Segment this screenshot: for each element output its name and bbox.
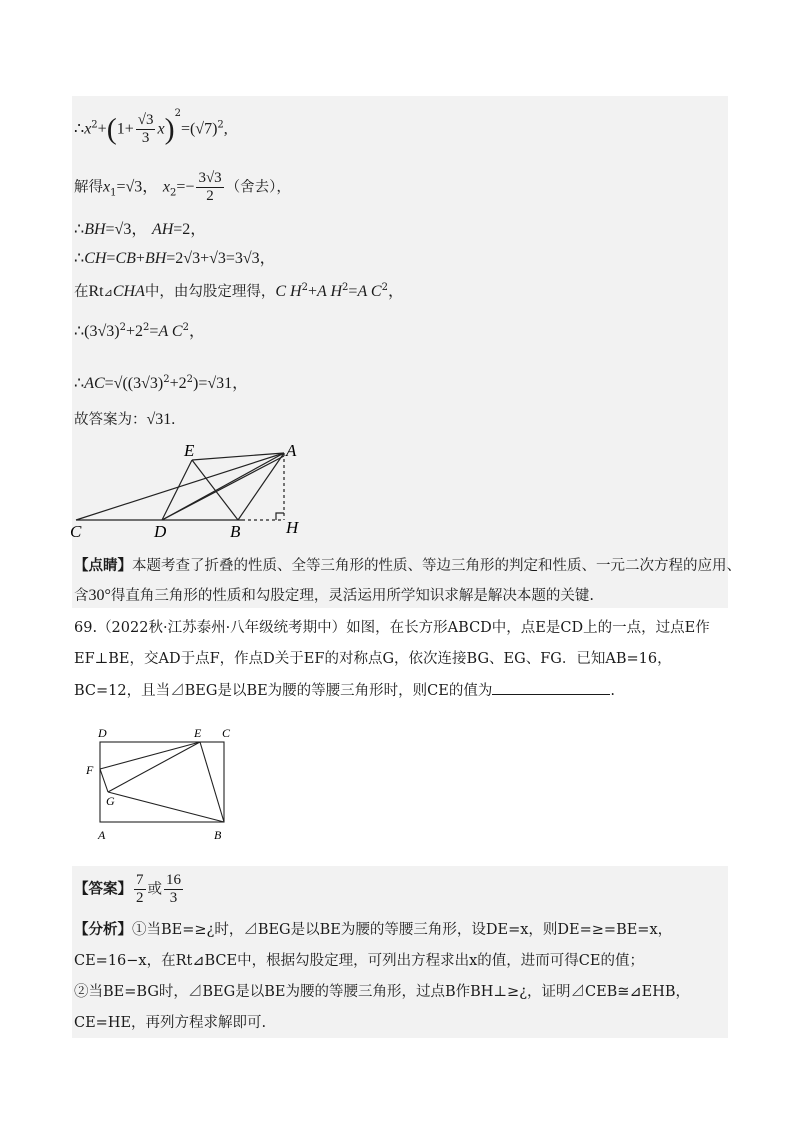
- label-A: A: [286, 441, 297, 460]
- solution-line-6: $\therefore(3√3)^2+2^2=A$ $C^2$，: [74, 322, 205, 340]
- label-H: H: [286, 518, 299, 537]
- answer-blank: [492, 680, 610, 695]
- label-E2: E: [194, 726, 202, 740]
- solution-line-1: $\therefore x^2+(1+$ $\frac{√3}{3}$ $x)^2=(√7)^2$,: [74, 107, 228, 146]
- solution-line-4: ∴CH=CB+BH=2√3+√3=3√3，: [74, 250, 276, 267]
- label-D: D: [154, 522, 167, 540]
- label-D2: D: [98, 726, 107, 740]
- label-C2: C: [222, 726, 231, 740]
- figure-rectangle: [86, 722, 246, 846]
- label-A2: A: [98, 828, 106, 842]
- analysis-line-3: ②当BE=BG时，⊿BEG是以BE为腰的等腰三角形，过点B作BH⊥≥¿，证明⊿CEB≅⊿EHB，: [74, 984, 690, 1000]
- label-B: B: [230, 522, 241, 540]
- dianjing-line-1: 【点睛】本题考查了折叠的性质、全等三角形的性质、等边三角形的判定和性质、一元二次方程的应用、: [74, 557, 741, 574]
- problem-line-3: BC=12，且当⊿BEG是以BE为腰的等腰三角形时，则CE的值为 .: [74, 680, 615, 701]
- analysis-line-1: 【分析】①当BE=≥¿时，⊿BEG是以BE为腰的等腰三角形，设DE=x，则DE=≥=BE=x，: [74, 921, 673, 938]
- answer-line: 【答案】 $\frac{7}{2}$ 或 $\frac{16}{3}$: [74, 872, 181, 906]
- label-B2: B: [214, 828, 222, 842]
- label-C: C: [70, 522, 82, 540]
- figure-triangle-fold: [66, 440, 306, 540]
- dianjing-line-2: 含30°得直角三角形的性质和勾股定理，灵活运用所学知识求解是解决本题的关键.: [74, 587, 595, 604]
- solution-line-3: ∴BH=√3， AH=2，: [74, 221, 207, 238]
- solution-line-7: $\therefore AC=√((3√3)^2+2^2)=√31$，: [74, 374, 249, 392]
- problem-line-1: 69.（2022秋·江苏泰州·八年级统考期中）如图，在长方形ABCD中，点E是CD上的一点，过点E作: [74, 620, 710, 636]
- analysis-line-4: CE=HE，再列方程求解即可.: [74, 1015, 267, 1031]
- problem-line-2: EF⊥BE，交AD于点F，作点D关于EF的对称点G，依次连接BG、EG、FG．已知AB=16，: [74, 651, 672, 667]
- label-G2: G: [106, 794, 115, 808]
- label-F2: F: [86, 763, 94, 777]
- label-E: E: [184, 441, 195, 460]
- solution-line-5: 在Rt⊿CHA中，由勾股定理得，C $H^2+A$ $H^2=A$ $C^2$，: [74, 282, 404, 300]
- solution-line-2: 解得$x_1=√3$， $x_2=-$ $\frac{3√3}{2}$ （舍去），: [74, 170, 291, 204]
- solution-line-8: 故答案为：√31.: [74, 411, 176, 428]
- analysis-line-2: CE=16−x，在Rt⊿BCE中，根据勾股定理，可列出方程求出x的值，进而可得CE的值；: [74, 953, 644, 969]
